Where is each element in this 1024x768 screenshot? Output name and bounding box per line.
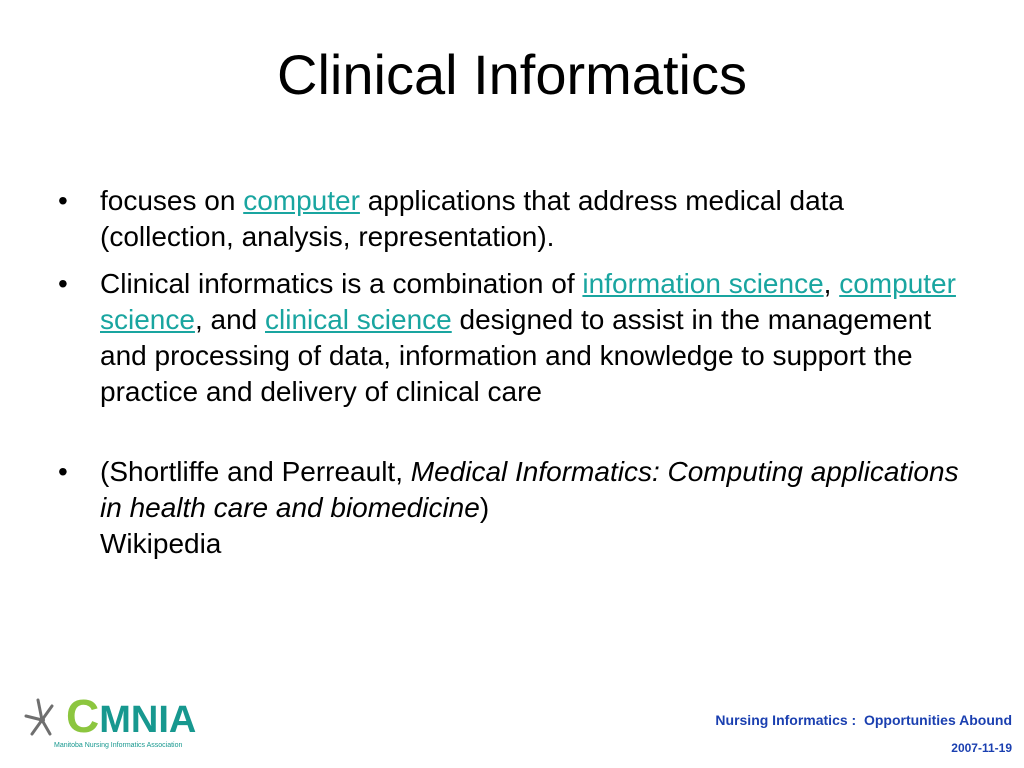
link-information-science[interactable]: information science (582, 268, 824, 299)
footer-date: 2007-11-19 (951, 741, 1012, 755)
bullet-item (58, 266, 978, 410)
link-computer-science[interactable]: computer science (100, 268, 956, 335)
bullet-text: , and (194, 304, 265, 335)
cmnia-logo (22, 690, 197, 755)
bullet-text: , (823, 268, 840, 299)
logo-subtitle: Manitoba Nursing Informatics Association (54, 742, 183, 749)
logo-c-letter: C (66, 690, 100, 742)
footer-presentation-title: Nursing Informatics : Opportunities Abound (715, 712, 1012, 728)
citation-book-title: Medical Informatics: Computing applications in health care and biomedicine (100, 456, 959, 523)
bullet-item (58, 183, 978, 255)
logo-rest-letters: MNIA (99, 699, 197, 741)
bullet-marker: • (58, 456, 68, 487)
logo-wordmark (66, 690, 197, 742)
link-computer[interactable]: computer (243, 185, 360, 216)
bullet-marker: • (58, 268, 68, 299)
slide-title: Clinical Informatics (277, 43, 747, 106)
bullet-text: applications that address medical data (collection, analysis, representation). (100, 185, 844, 252)
citation-text: (Shortliffe and Perreault, (100, 456, 411, 487)
bullet-text: Clinical informatics is a combination of (100, 268, 583, 299)
citation-text: ) (479, 492, 490, 523)
bullet-item (58, 454, 978, 562)
bullet-text: focuses on (100, 185, 244, 216)
citation-source: Wikipedia (100, 528, 222, 559)
bullet-text: designed to assist in the management and processing of data, information and knowledge to support the practice and delivery of clinical care (100, 304, 932, 407)
link-clinical-science[interactable]: clinical science (265, 304, 452, 335)
bullet-list (58, 183, 978, 573)
bullet-marker: • (58, 185, 68, 216)
